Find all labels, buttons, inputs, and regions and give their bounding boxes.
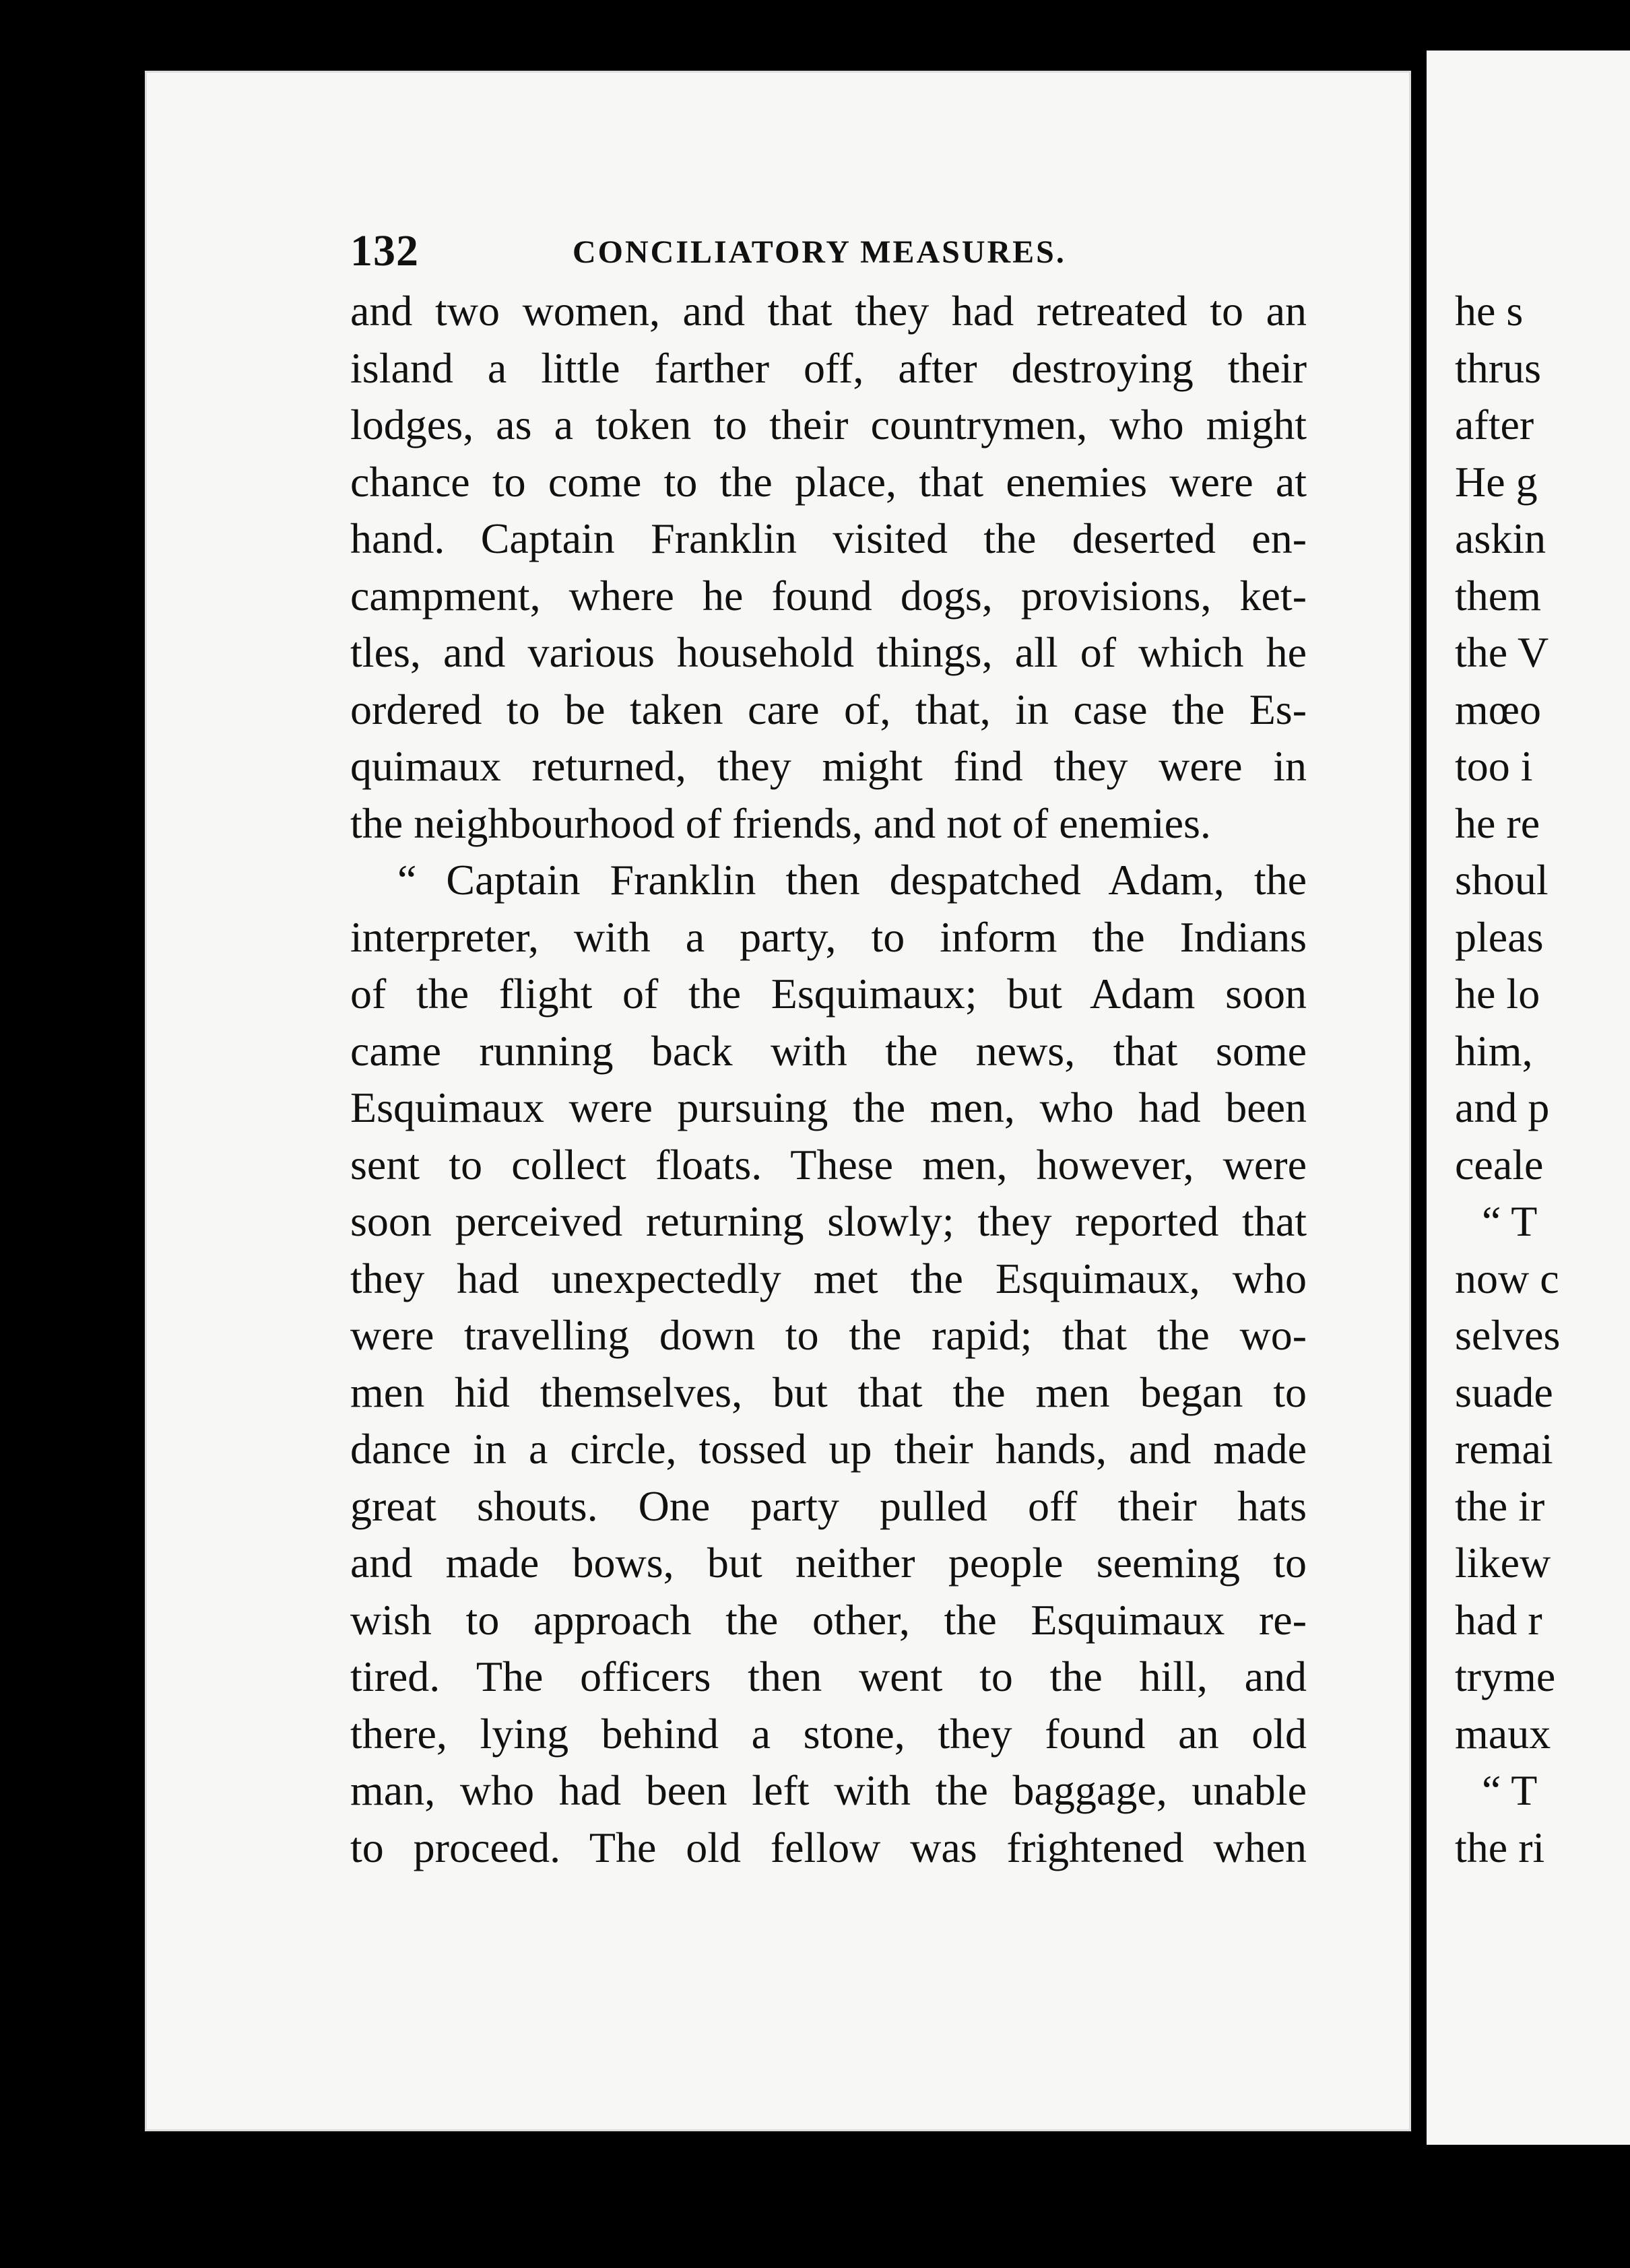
text-line: he re bbox=[1455, 799, 1540, 847]
text-line: thrus bbox=[1455, 343, 1541, 392]
text-line: and p bbox=[1455, 1083, 1550, 1131]
text-line: selves bbox=[1455, 1311, 1561, 1359]
text-line: now c bbox=[1455, 1254, 1559, 1302]
text-line: after bbox=[1455, 401, 1534, 448]
text-line: and made bows, but neither people seeming to bbox=[350, 1539, 1307, 1587]
text-line: to proceed. The old fellow was frightened when bbox=[350, 1823, 1307, 1871]
text-line: men hid themselves, but that the men began to bbox=[350, 1368, 1307, 1416]
text-line: him, bbox=[1455, 1026, 1533, 1075]
text-line: shoul bbox=[1455, 856, 1548, 904]
text-line: he s bbox=[1455, 287, 1524, 335]
text-line: “ T bbox=[1482, 1766, 1538, 1814]
text-line: mœo bbox=[1455, 685, 1541, 733]
text-line: the neighbourhood of friends, and not of enemies. bbox=[350, 799, 1211, 847]
text-line: had r bbox=[1455, 1595, 1542, 1644]
text-line: campment, where he found dogs, provisions, ket- bbox=[350, 571, 1307, 620]
text-line: dance in a circle, tossed up their hands, and made bbox=[350, 1425, 1307, 1473]
page-number: 132 bbox=[350, 226, 419, 275]
text-line: ceale bbox=[1455, 1140, 1544, 1189]
text-line: were travelling down to the rapid; that the wo- bbox=[350, 1311, 1307, 1359]
text-line: too i bbox=[1455, 742, 1533, 790]
text-line: hand. Captain Franklin visited the deserted en- bbox=[350, 514, 1307, 562]
text-line: wish to approach the other, the Esquimaux re- bbox=[350, 1595, 1307, 1644]
text-line: askin bbox=[1455, 514, 1546, 562]
left-body-text bbox=[350, 283, 1307, 1876]
text-line: came running back with the news, that some bbox=[350, 1026, 1307, 1075]
text-line: pleas bbox=[1455, 912, 1544, 961]
text-line: there, lying behind a stone, they found an old bbox=[350, 1709, 1307, 1758]
text-line: “ T bbox=[1482, 1197, 1538, 1245]
text-line: them bbox=[1455, 571, 1541, 620]
text-line: island a little farther off, after destroying their bbox=[350, 343, 1307, 392]
running-head: CONCILIATORY MEASURES. bbox=[573, 234, 1066, 270]
text-line: the ir bbox=[1455, 1481, 1545, 1530]
text-line: likew bbox=[1455, 1539, 1551, 1587]
text-line: the V bbox=[1455, 628, 1549, 676]
text-line: Esquimaux were pursuing the men, who had been bbox=[350, 1083, 1307, 1131]
text-line: chance to come to the place, that enemies were at bbox=[350, 457, 1307, 506]
text-line: tryme bbox=[1455, 1653, 1556, 1700]
text-line: ordered to be taken care of, that, in case the Es- bbox=[350, 685, 1307, 733]
text-line: tired. The officers then went to the hill, and bbox=[350, 1653, 1307, 1700]
text-line: of the flight of the Esquimaux; but Adam soon bbox=[350, 970, 1307, 1018]
text-line: man, who had been left with the baggage, unable bbox=[350, 1766, 1307, 1814]
text-line: remai bbox=[1455, 1425, 1553, 1473]
page-header bbox=[350, 226, 1293, 286]
right-body-text bbox=[1455, 283, 1630, 1876]
text-line: he lo bbox=[1455, 970, 1540, 1018]
text-line: tles, and various household things, all of which he bbox=[350, 628, 1307, 676]
text-line: the ri bbox=[1455, 1823, 1545, 1871]
text-line: interpreter, with a party, to inform the Indians bbox=[350, 912, 1307, 961]
text-line: great shouts. One party pulled off their hats bbox=[350, 1481, 1307, 1530]
text-line: soon perceived returning slowly; they reported that bbox=[350, 1197, 1307, 1245]
text-line: lodges, as a token to their countrymen, who might bbox=[350, 401, 1307, 448]
text-line: suade bbox=[1455, 1368, 1553, 1416]
text-line: maux bbox=[1455, 1709, 1551, 1758]
text-line: “ Captain Franklin then despatched Adam, the bbox=[397, 856, 1307, 904]
text-line: they had unexpectedly met the Esquimaux, who bbox=[350, 1254, 1307, 1302]
text-line: He g bbox=[1455, 457, 1538, 506]
text-line: sent to collect floats. These men, however, were bbox=[350, 1140, 1307, 1189]
text-line: and two women, and that they had retreated to an bbox=[350, 287, 1307, 335]
text-line: quimaux returned, they might find they were in bbox=[350, 742, 1307, 790]
